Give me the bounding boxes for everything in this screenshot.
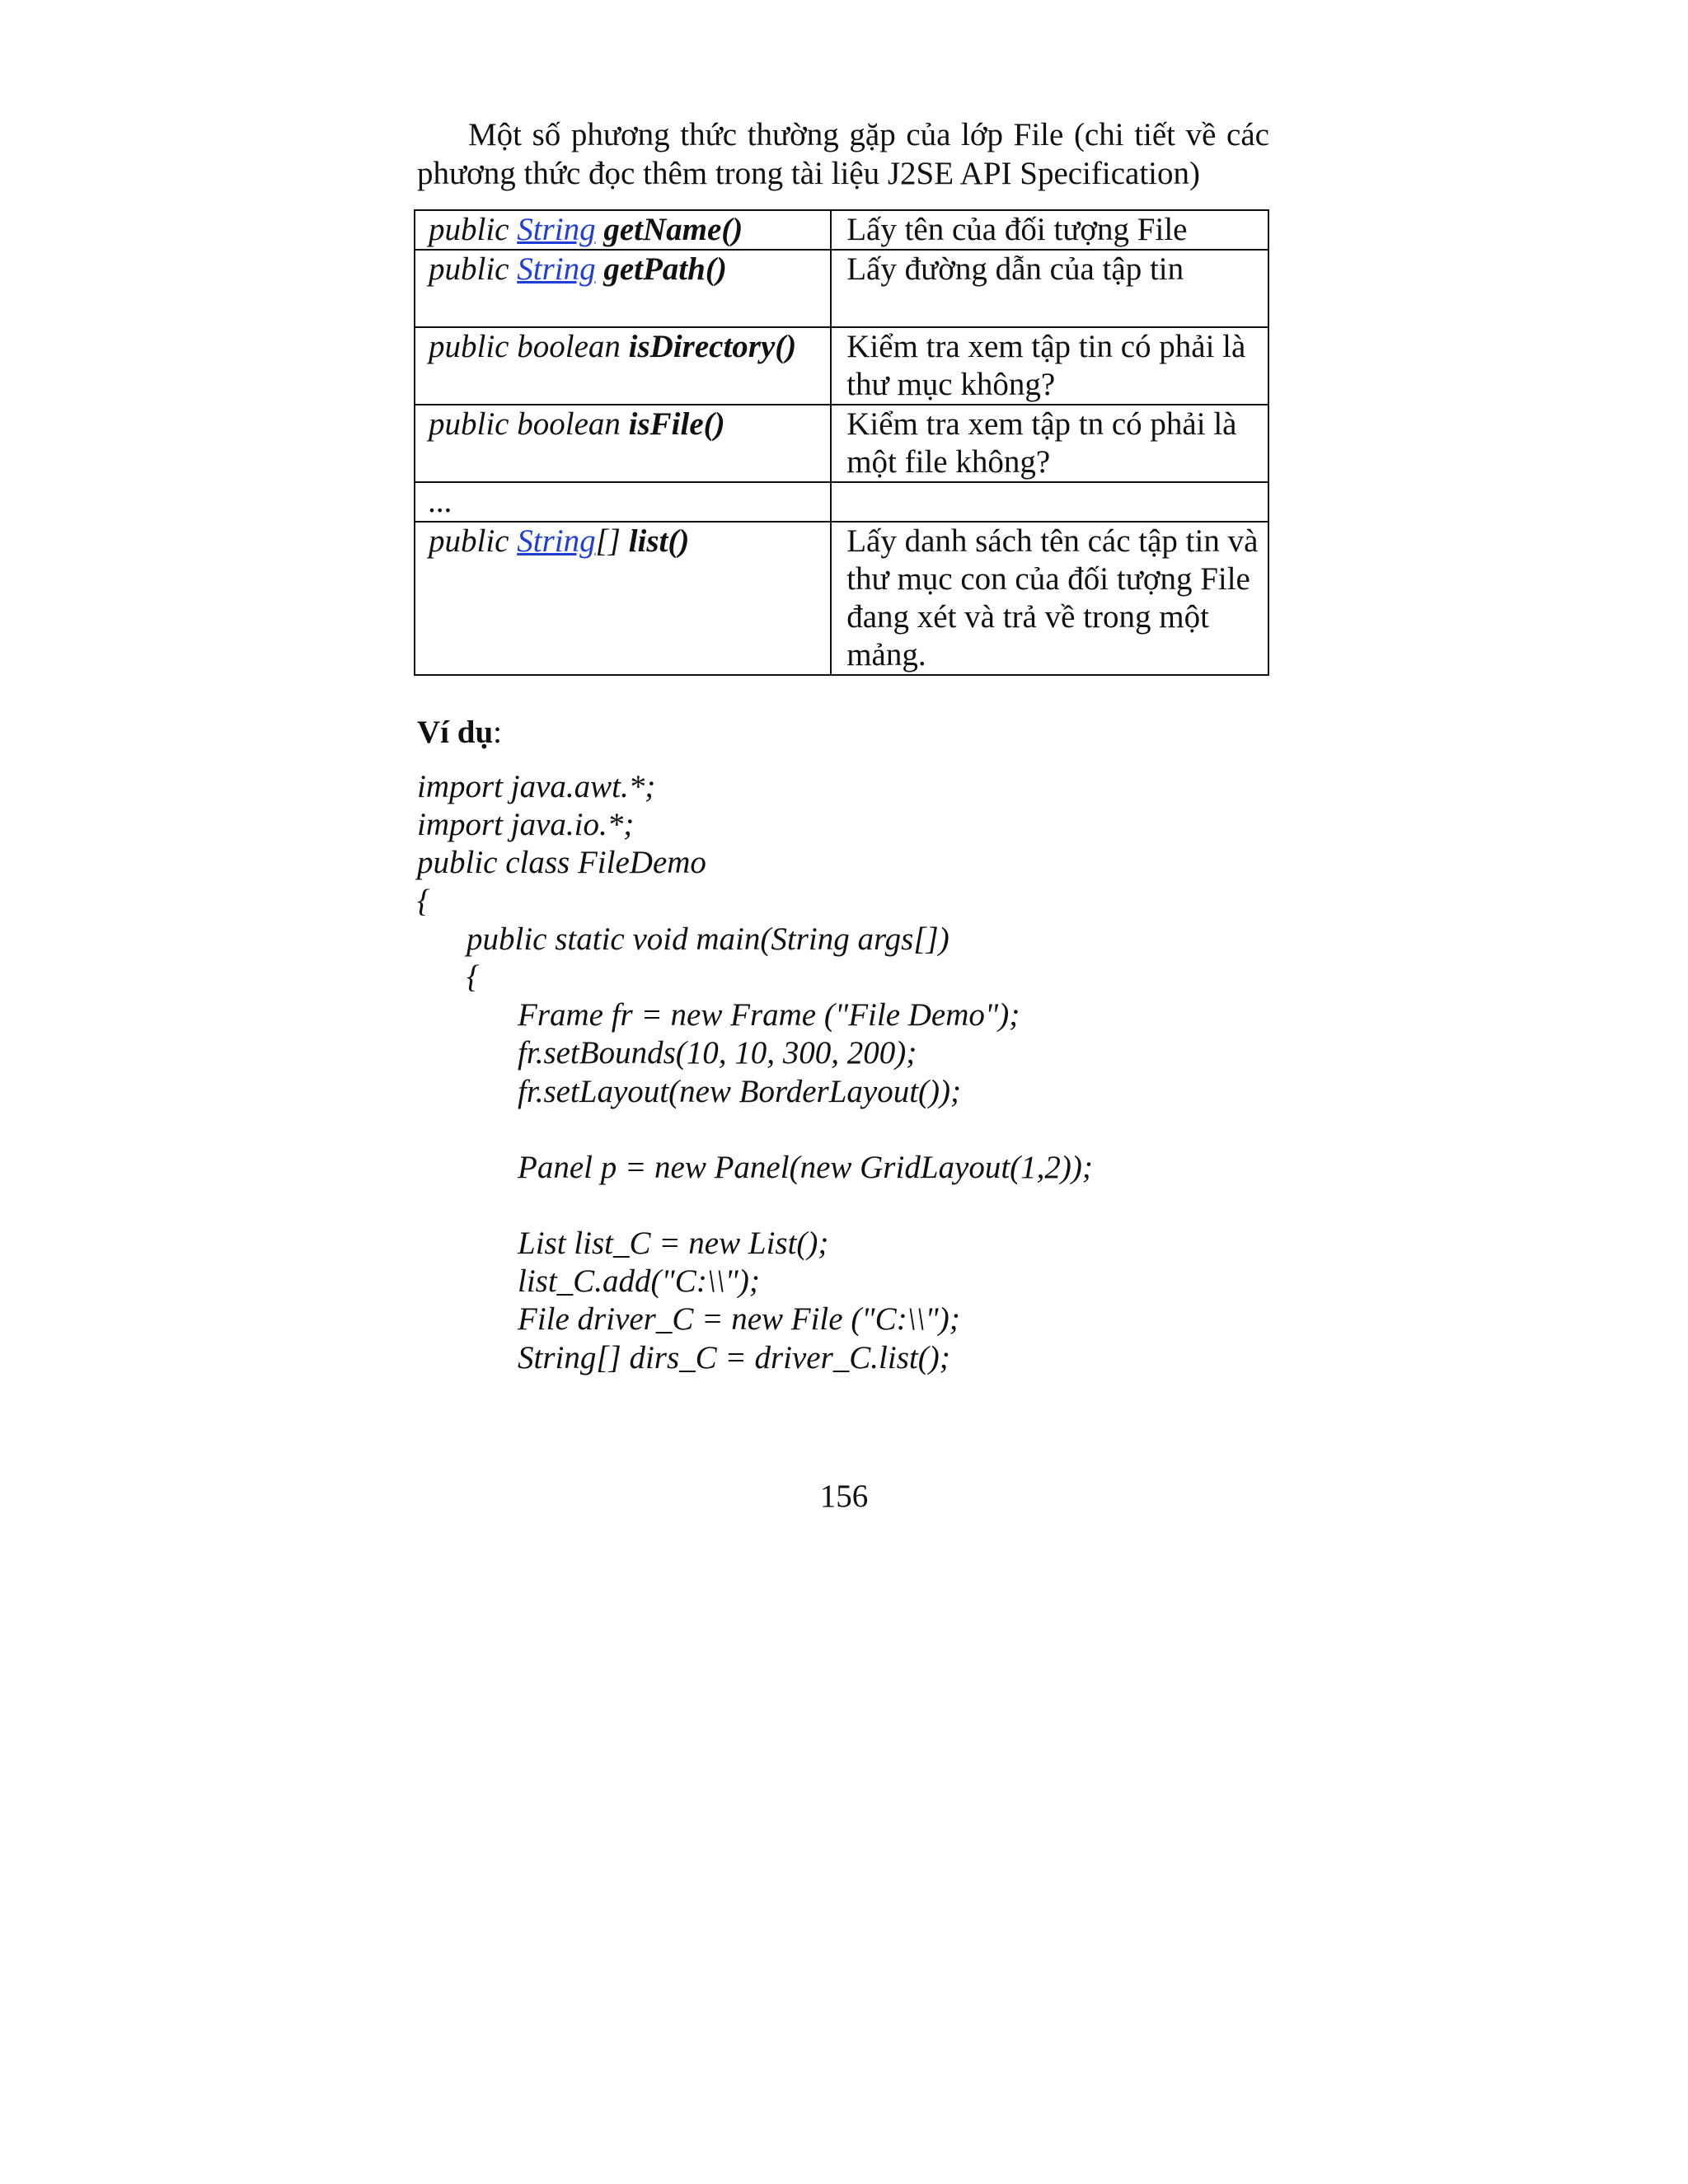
code-line: File driver_C = new File ("C:\\"); [518,1301,960,1338]
intro-line-2: phương thức đọc thêm trong tài liệu J2SE API Specification) [417,156,1200,191]
method-signature [415,250,831,327]
table-row [415,405,1268,482]
method-name: list() [628,523,690,559]
page-number: 156 [819,1479,869,1514]
ellipsis-row: ... [429,484,453,519]
signature-prefix: public [429,212,518,247]
method-description [831,482,1268,522]
code-line-blank [417,1187,1324,1225]
method-description: Lấy tên của đối tượng File [831,210,1268,250]
table-row [415,482,1268,522]
signature-prefix: public [429,523,518,559]
method-signature [415,210,831,250]
string-type-link[interactable]: String [517,523,596,559]
signature-prefix: public boolean [429,329,629,364]
string-type-link[interactable]: String [517,212,596,247]
code-line-blank [417,1111,1324,1149]
code-line: import java.awt.*; [417,769,656,804]
signature-type-suffix [596,251,604,287]
code-line: import java.io.*; [417,807,635,843]
example-colon: : [493,715,502,750]
methods-table [414,209,1269,676]
method-name: isFile() [628,406,725,442]
code-line: Panel p = new Panel(new GridLayout(1,2)); [518,1149,1093,1185]
example-heading [417,713,502,752]
code-line: public static void main(String args[]) [467,921,950,957]
code-line: fr.setBounds(10, 10, 300, 200); [518,1035,917,1071]
code-line: { [467,959,480,996]
table-row [415,522,1268,675]
method-signature [415,327,831,405]
code-line: { [417,883,430,919]
code-line: Frame fr = new Frame ("File Demo"); [518,997,1020,1033]
string-type-link[interactable]: String [517,251,596,287]
code-line: List list_C = new List(); [518,1226,829,1262]
method-signature [415,482,831,522]
signature-type-suffix [596,212,604,247]
table-row [415,250,1268,327]
method-signature [415,405,831,482]
code-block [417,768,1324,1377]
method-name: isDirectory() [628,329,797,364]
code-line: public class FileDemo [417,845,706,881]
code-line: list_C.add("C:\\"); [518,1263,760,1300]
intro-line-1: Một số phương thức thường gặp của lớp File (chi tiết về các [468,117,1269,152]
method-description: Kiểm tra xem tập tn có phải là một file không? [831,405,1268,482]
signature-type-suffix: [] [595,523,629,559]
intro-paragraph [417,115,1269,193]
table-row [415,210,1268,250]
example-label: Ví dụ [417,715,494,750]
table-row [415,327,1268,405]
method-description: Lấy đường dẫn của tập tin [831,250,1268,327]
method-signature [415,522,831,675]
signature-prefix: public [429,251,518,287]
code-line: fr.setLayout(new BorderLayout()); [518,1073,961,1109]
method-description: Kiểm tra xem tập tin có phải là thư mục không? [831,327,1268,405]
code-line: String[] dirs_C = driver_C.list(); [518,1339,950,1376]
method-name: getPath() [603,251,727,287]
signature-prefix: public boolean [429,406,629,442]
method-description: Lấy danh sách tên các tập tin và thư mục con của đối tượng File đang xét và trả về trong một mảng. [831,522,1268,675]
method-name: getName() [603,212,743,247]
